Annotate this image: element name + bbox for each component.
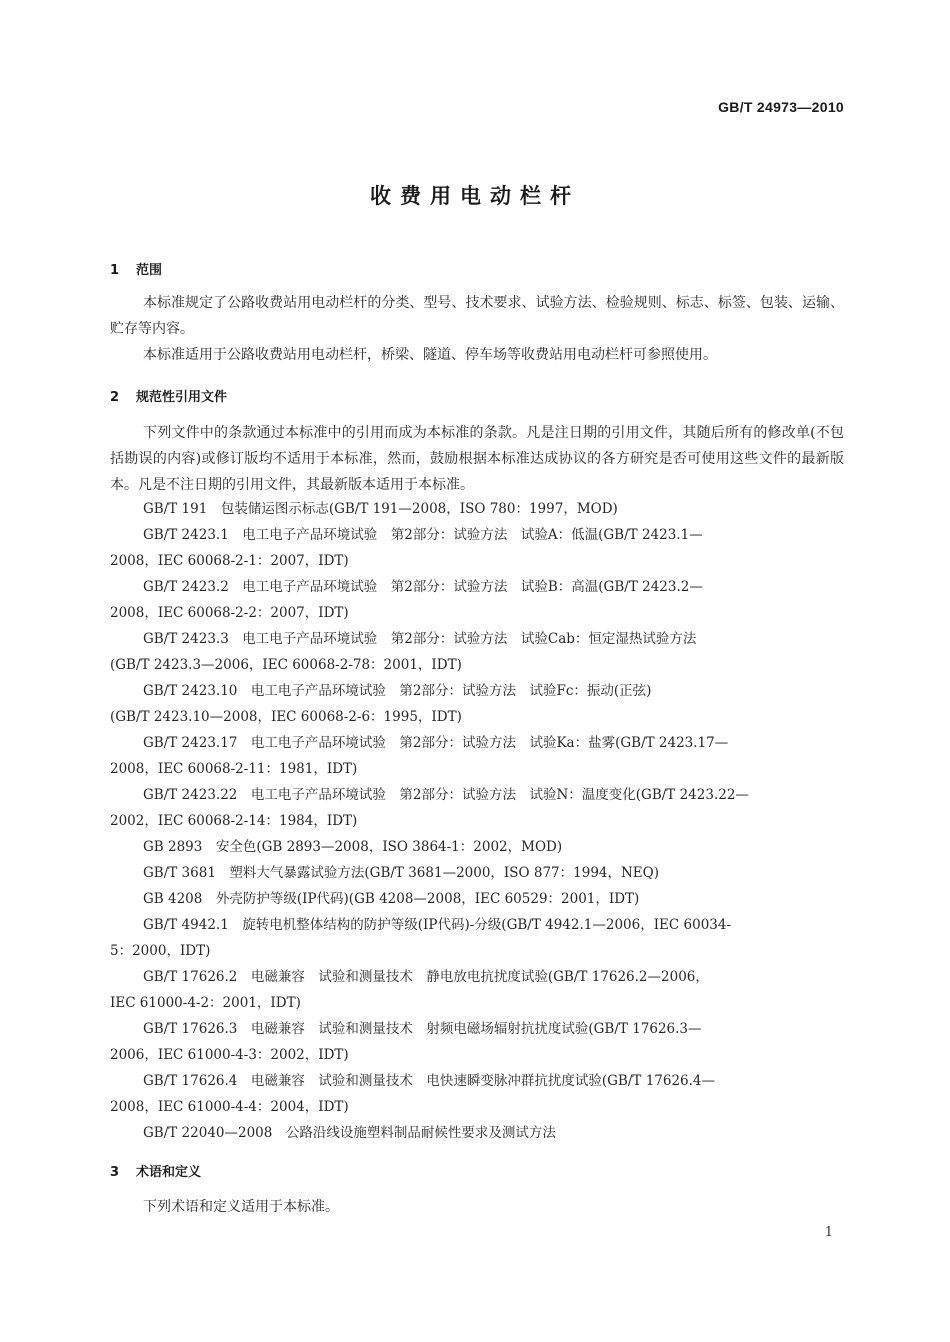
reference-item-continuation: 2008，IEC 61000-4-4：2004，IDT) [110, 1099, 349, 1115]
reference-item: GB/T 2423.22 电工电子产品环境试验 第2部分：试验方法 试验N：温度变化(GB/T 2423.22— [143, 787, 749, 803]
section-2-heading [110, 386, 227, 405]
section-title: 术语和定义 [136, 1165, 202, 1180]
reference-item: GB/T 2423.10 电工电子产品环境试验 第2部分：试验方法 试验Fc：振动(正弦) [143, 683, 652, 699]
reference-item-continuation: 2006，IEC 61000-4-3：2002，IDT) [110, 1047, 349, 1063]
reference-item: GB/T 2423.3 电工电子产品环境试验 第2部分：试验方法 试验Cab：恒定湿热试验方法 [143, 631, 697, 647]
document-title: 收费用电动栏杆 [370, 184, 580, 208]
reference-item-continuation: (GB/T 2423.3—2006，IEC 60068-2-78：2001，IDT) [110, 657, 462, 673]
section-title: 范围 [136, 263, 163, 278]
reference-item: GB/T 3681 塑料大气暴露试验方法(GB/T 3681—2000，ISO 877：1994，NEQ) [143, 865, 659, 881]
section-number: 1 [110, 263, 120, 278]
reference-item-continuation: 2008，IEC 60068-2-11：1981，IDT) [110, 761, 358, 777]
section-1-paragraph-2: 本标准适用于公路收费站用电动栏杆，桥梁、隧道、停车场等收费站用电动栏杆可参照使用。 [143, 347, 717, 363]
section-3-paragraph-1: 下列术语和定义适用于本标准。 [143, 1199, 339, 1215]
reference-item: GB 4208 外壳防护等级(IP代码)(GB 4208—2008，IEC 60529：2001，IDT) [143, 891, 640, 907]
section-1-heading [110, 259, 162, 278]
reference-item: GB/T 2423.17 电工电子产品环境试验 第2部分：试验方法 试验Ka：盐雾(GB/T 2423.17— [143, 735, 729, 751]
reference-item-continuation: IEC 61000-4-2：2001，IDT) [110, 995, 301, 1011]
section-2-paragraph-1: 下列文件中的条款通过本标准中的引用而成为本标准的条款。凡是注日期的引用文件，其随后所有的修改单(不包括勘误的内容)或修订版均不适用于本标准，然而，鼓励根据本标准达成协议的各方研究是否可使用这些文件的最新版本。凡是不注日期的引用文件，其最新版本适用于本标准。 [110, 425, 844, 493]
section-title: 规范性引用文件 [136, 390, 228, 405]
reference-item: GB/T 17626.4 电磁兼容 试验和测量技术 电快速瞬变脉冲群抗扰度试验(GB/T 17626.4— [143, 1073, 716, 1089]
reference-item: GB/T 2423.2 电工电子产品环境试验 第2部分：试验方法 试验B：高温(GB/T 2423.2— [143, 579, 703, 595]
reference-item: GB 2893 安全色(GB 2893—2008，ISO 3864-1：2002，MOD) [143, 839, 563, 855]
section-3-heading [110, 1161, 201, 1180]
reference-list [110, 496, 844, 1146]
reference-item-continuation: 2008，IEC 60068-2-1：2007，IDT) [110, 553, 349, 569]
reference-item-continuation: (GB/T 2423.10—2008，IEC 60068-2-6：1995，IDT) [110, 709, 462, 725]
reference-item-continuation: 2002，IEC 60068-2-14：1984，IDT) [110, 813, 358, 829]
reference-item: GB/T 22040—2008 公路沿线设施塑料制品耐候性要求及测试方法 [143, 1125, 556, 1141]
section-number: 2 [110, 390, 120, 405]
reference-item-continuation: 2008，IEC 60068-2-2：2007，IDT) [110, 605, 349, 621]
reference-item: GB/T 191 包装储运图示标志(GB/T 191—2008，ISO 780：1997，MOD) [143, 501, 618, 517]
reference-item: GB/T 4942.1 旋转电机整体结构的防护等级(IP代码)-分级(GB/T 4942.1—2006，IEC 60034- [143, 917, 732, 933]
reference-item: GB/T 17626.2 电磁兼容 试验和测量技术 静电放电抗扰度试验(GB/T 17626.2—2006， [143, 969, 709, 985]
page-number: 1 [824, 1225, 833, 1240]
section-number: 3 [110, 1165, 120, 1180]
reference-item-continuation: 5：2000，IDT) [110, 943, 211, 959]
reference-item: GB/T 17626.3 电磁兼容 试验和测量技术 射频电磁场辐射抗扰度试验(GB/T 17626.3— [143, 1021, 702, 1037]
reference-item: GB/T 2423.1 电工电子产品环境试验 第2部分：试验方法 试验A：低温(GB/T 2423.1— [143, 527, 703, 543]
standard-number: GB/T 24973—2010 [718, 99, 844, 115]
section-1-paragraph-1: 本标准规定了公路收费站用电动栏杆的分类、型号、技术要求、试验方法、检验规则、标志、标签、包装、运输、贮存等内容。 [110, 295, 844, 337]
